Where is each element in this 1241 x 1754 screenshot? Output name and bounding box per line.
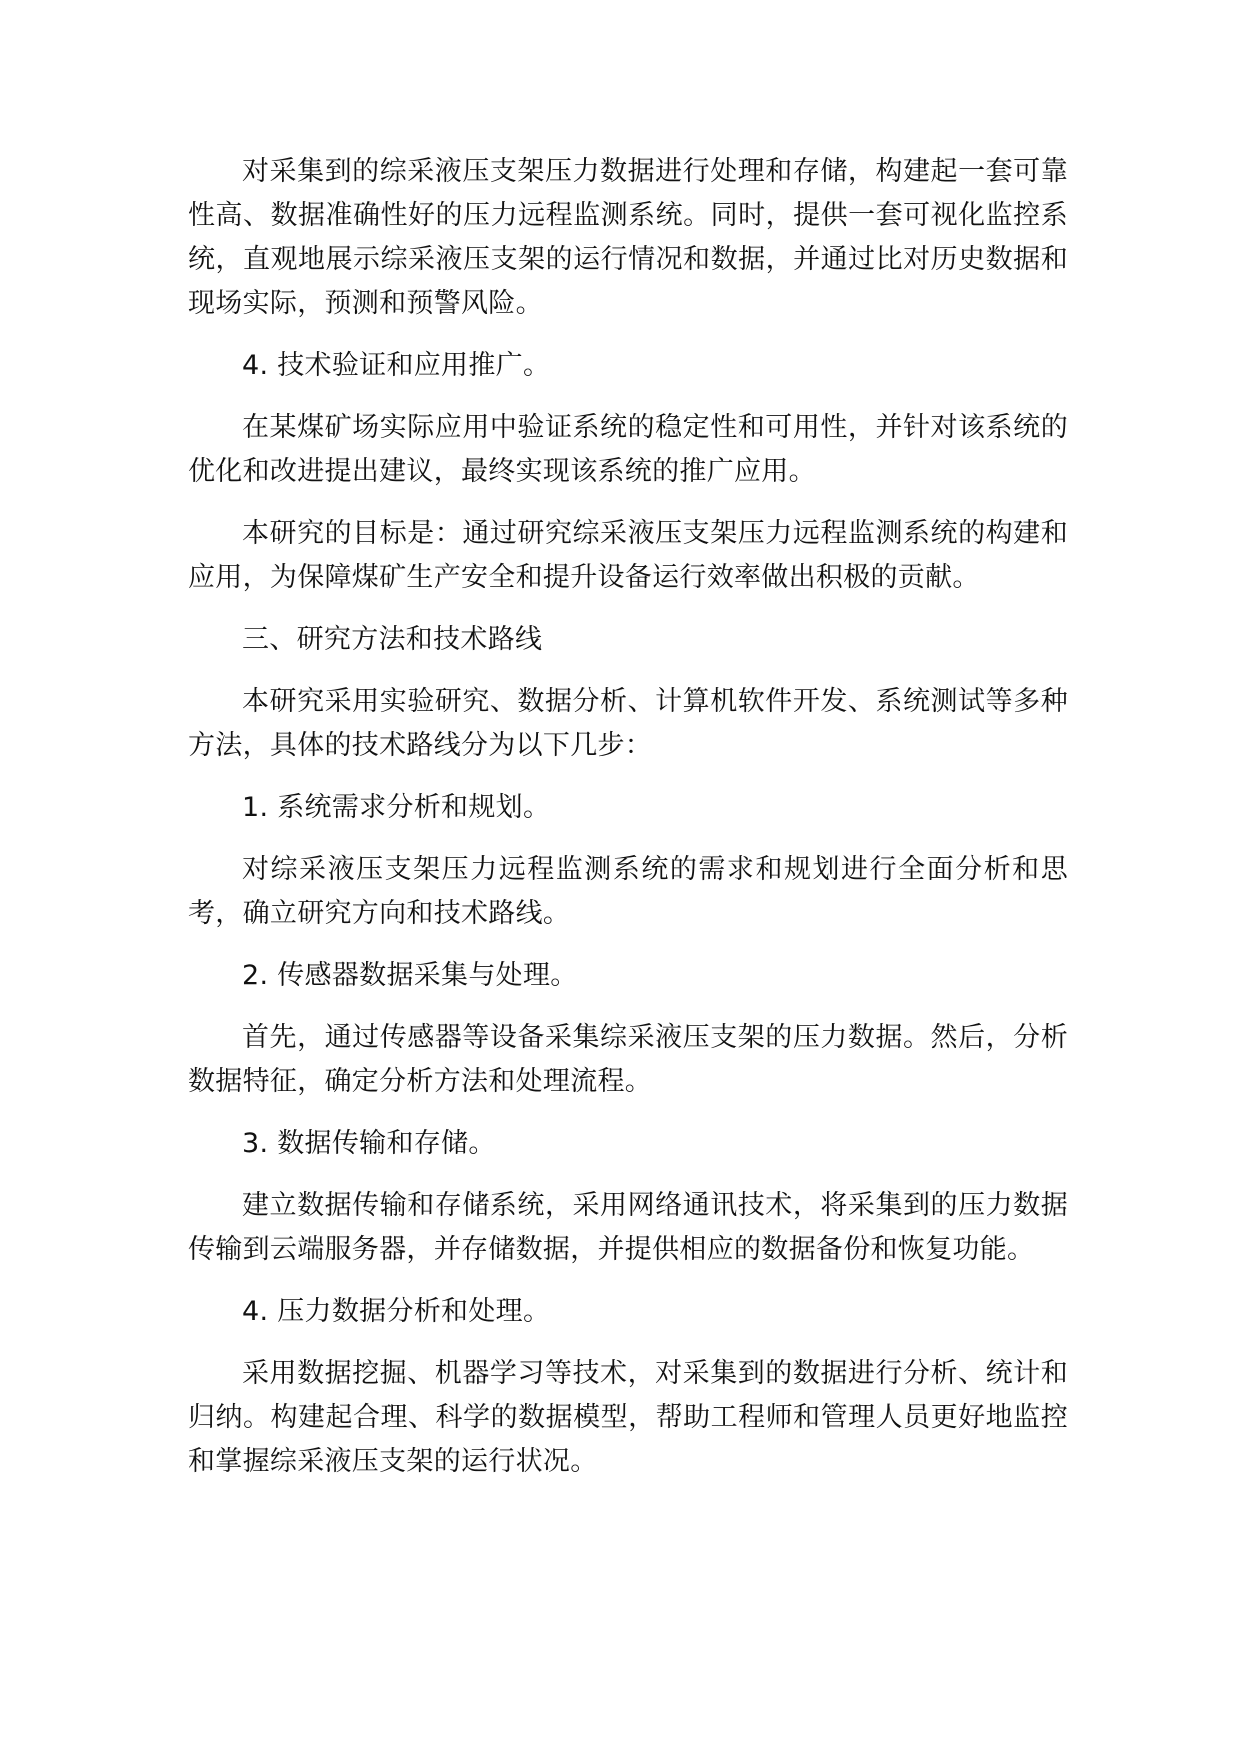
- paragraph-research-goal: 本研究的目标是：通过研究综采液压支架压力远程监测系统的构建和应用，为保障煤矿生产安全和提升设备运行效率做出积极的贡献。: [188, 518, 1068, 593]
- heading-step-1: 1. 系统需求分析和规划。: [242, 792, 551, 823]
- paragraph-step-3: 建立数据传输和存储系统，采用网络通讯技术，将采集到的压力数据传输到云端服务器，并存储数据，并提供相应的数据备份和恢复功能。: [188, 1190, 1068, 1265]
- paragraph-data-processing: 对采集到的综采液压支架压力数据进行处理和存储，构建起一套可靠性高、数据准确性好的压力远程监测系统。同时，提供一套可视化监控系统，直观地展示综采液压支架的运行情况和数据，并通过比对历史数据和现场实际，预测和预警风险。: [188, 156, 1068, 319]
- paragraph-validation: 在某煤矿场实际应用中验证系统的稳定性和可用性，并针对该系统的优化和改进提出建议，最终实现该系统的推广应用。: [188, 412, 1068, 487]
- heading-step-2: 2. 传感器数据采集与处理。: [242, 960, 578, 991]
- document-body: [188, 150, 1068, 1502]
- heading-step-4: 4. 压力数据分析和处理。: [242, 1296, 551, 1327]
- heading-step-3: 3. 数据传输和存储。: [242, 1128, 496, 1159]
- paragraph-step-1: 对综采液压支架压力远程监测系统的需求和规划进行全面分析和思考，确立研究方向和技术路线。: [188, 854, 1068, 929]
- paragraph-step-2: 首先，通过传感器等设备采集综采液压支架的压力数据。然后，分析数据特征，确定分析方法和处理流程。: [188, 1022, 1068, 1097]
- paragraph-methods-intro: 本研究采用实验研究、数据分析、计算机软件开发、系统测试等多种方法，具体的技术路线分为以下几步：: [188, 686, 1068, 761]
- section-heading-methods: 三、研究方法和技术路线: [242, 624, 543, 655]
- heading-tech-validation: 4. 技术验证和应用推广。: [242, 350, 551, 381]
- paragraph-step-4: 采用数据挖掘、机器学习等技术，对采集到的数据进行分析、统计和归纳。构建起合理、科学的数据模型，帮助工程师和管理人员更好地监控和掌握综采液压支架的运行状况。: [188, 1358, 1068, 1477]
